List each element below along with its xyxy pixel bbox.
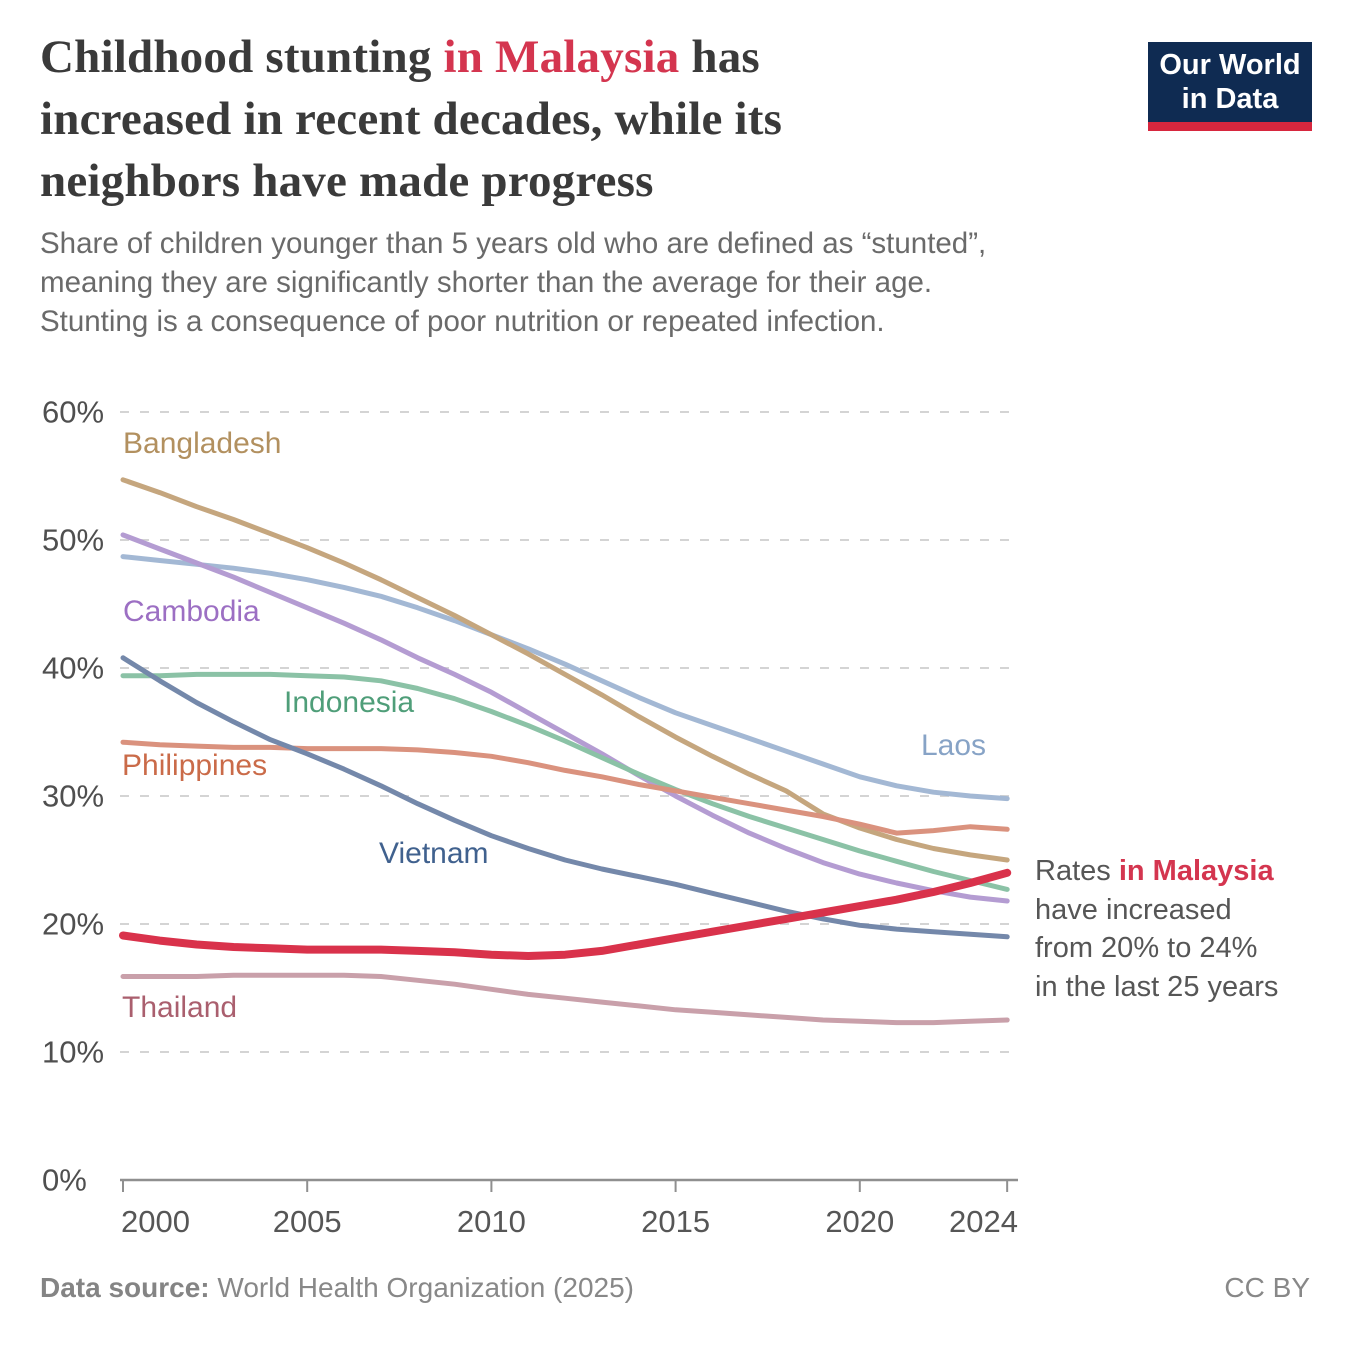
subtitle-line3: Stunting is a consequence of poor nutrition or repeated infection.: [40, 305, 885, 339]
y-tick-label-20: 20%: [42, 906, 105, 942]
series-label-laos[interactable]: Laos: [921, 729, 987, 762]
owid-logo-line2: in Data: [1181, 83, 1279, 115]
data-source-note: [40, 1272, 634, 1304]
line-bangladesh[interactable]: [123, 480, 1007, 860]
chart-footer: [40, 1272, 1310, 1304]
series-label-bangladesh[interactable]: Bangladesh: [123, 427, 282, 460]
x-tick-label-2005: 2005: [272, 1204, 342, 1239]
y-tick-label-40: 40%: [42, 650, 105, 686]
license-badge[interactable]: CC BY: [1224, 1272, 1310, 1303]
annotation-line3: from 20% to 24%: [1035, 932, 1258, 965]
annotation-highlight-malaysia: in Malaysia: [1118, 855, 1274, 887]
x-tick-label-2024: 2024: [949, 1204, 1018, 1239]
annotation-line2: have increased: [1035, 893, 1232, 926]
owid-logo-line1: Our World: [1159, 48, 1301, 81]
x-tick-label-2000: 2000: [121, 1204, 190, 1239]
title-line3: neighbors have made progress: [40, 155, 654, 208]
x-tick-label-2015: 2015: [641, 1204, 711, 1239]
data-source-value: World Health Organization (2025): [209, 1272, 634, 1303]
y-tick-label-30: 30%: [42, 778, 105, 814]
title-text-before: Childhood stunting: [40, 31, 444, 83]
y-tick-label-50: 50%: [42, 522, 105, 558]
annotation-prefix: Rates: [1035, 855, 1119, 887]
y-tick-label-0: 0%: [42, 1162, 87, 1198]
y-tick-label-60: 60%: [42, 394, 105, 430]
title-highlight-malaysia: in Malaysia: [443, 31, 680, 83]
series-label-thailand[interactable]: Thailand: [122, 991, 238, 1024]
series-label-indonesia[interactable]: Indonesia: [284, 686, 415, 719]
title-text-after: has: [679, 31, 760, 83]
series-label-vietnam[interactable]: Vietnam: [379, 837, 489, 870]
y-tick-label-10: 10%: [42, 1034, 105, 1070]
series-label-philippines[interactable]: Philippines: [122, 749, 268, 782]
x-tick-label-2020: 2020: [825, 1204, 895, 1239]
title-line2: increased in recent decades, while its: [40, 93, 783, 146]
subtitle-line2: meaning they are significantly shorter than the average for their age.: [40, 266, 933, 300]
x-tick-label-2010: 2010: [456, 1204, 526, 1239]
data-source-label: Data source:: [40, 1272, 210, 1303]
line-thailand[interactable]: [123, 975, 1007, 1022]
line-cambodia[interactable]: [123, 535, 1007, 901]
series-label-cambodia[interactable]: Cambodia: [123, 595, 260, 628]
annotation-line1: [1035, 852, 1345, 891]
subtitle-line1: Share of children younger than 5 years old who are defined as “stunted”,: [40, 227, 987, 260]
line-vietnam[interactable]: [123, 658, 1007, 937]
malaysia-annotation: [1035, 852, 1345, 1006]
annotation-line4: in the last 25 years: [1035, 970, 1279, 1003]
line-malaysia[interactable]: [123, 873, 1007, 956]
